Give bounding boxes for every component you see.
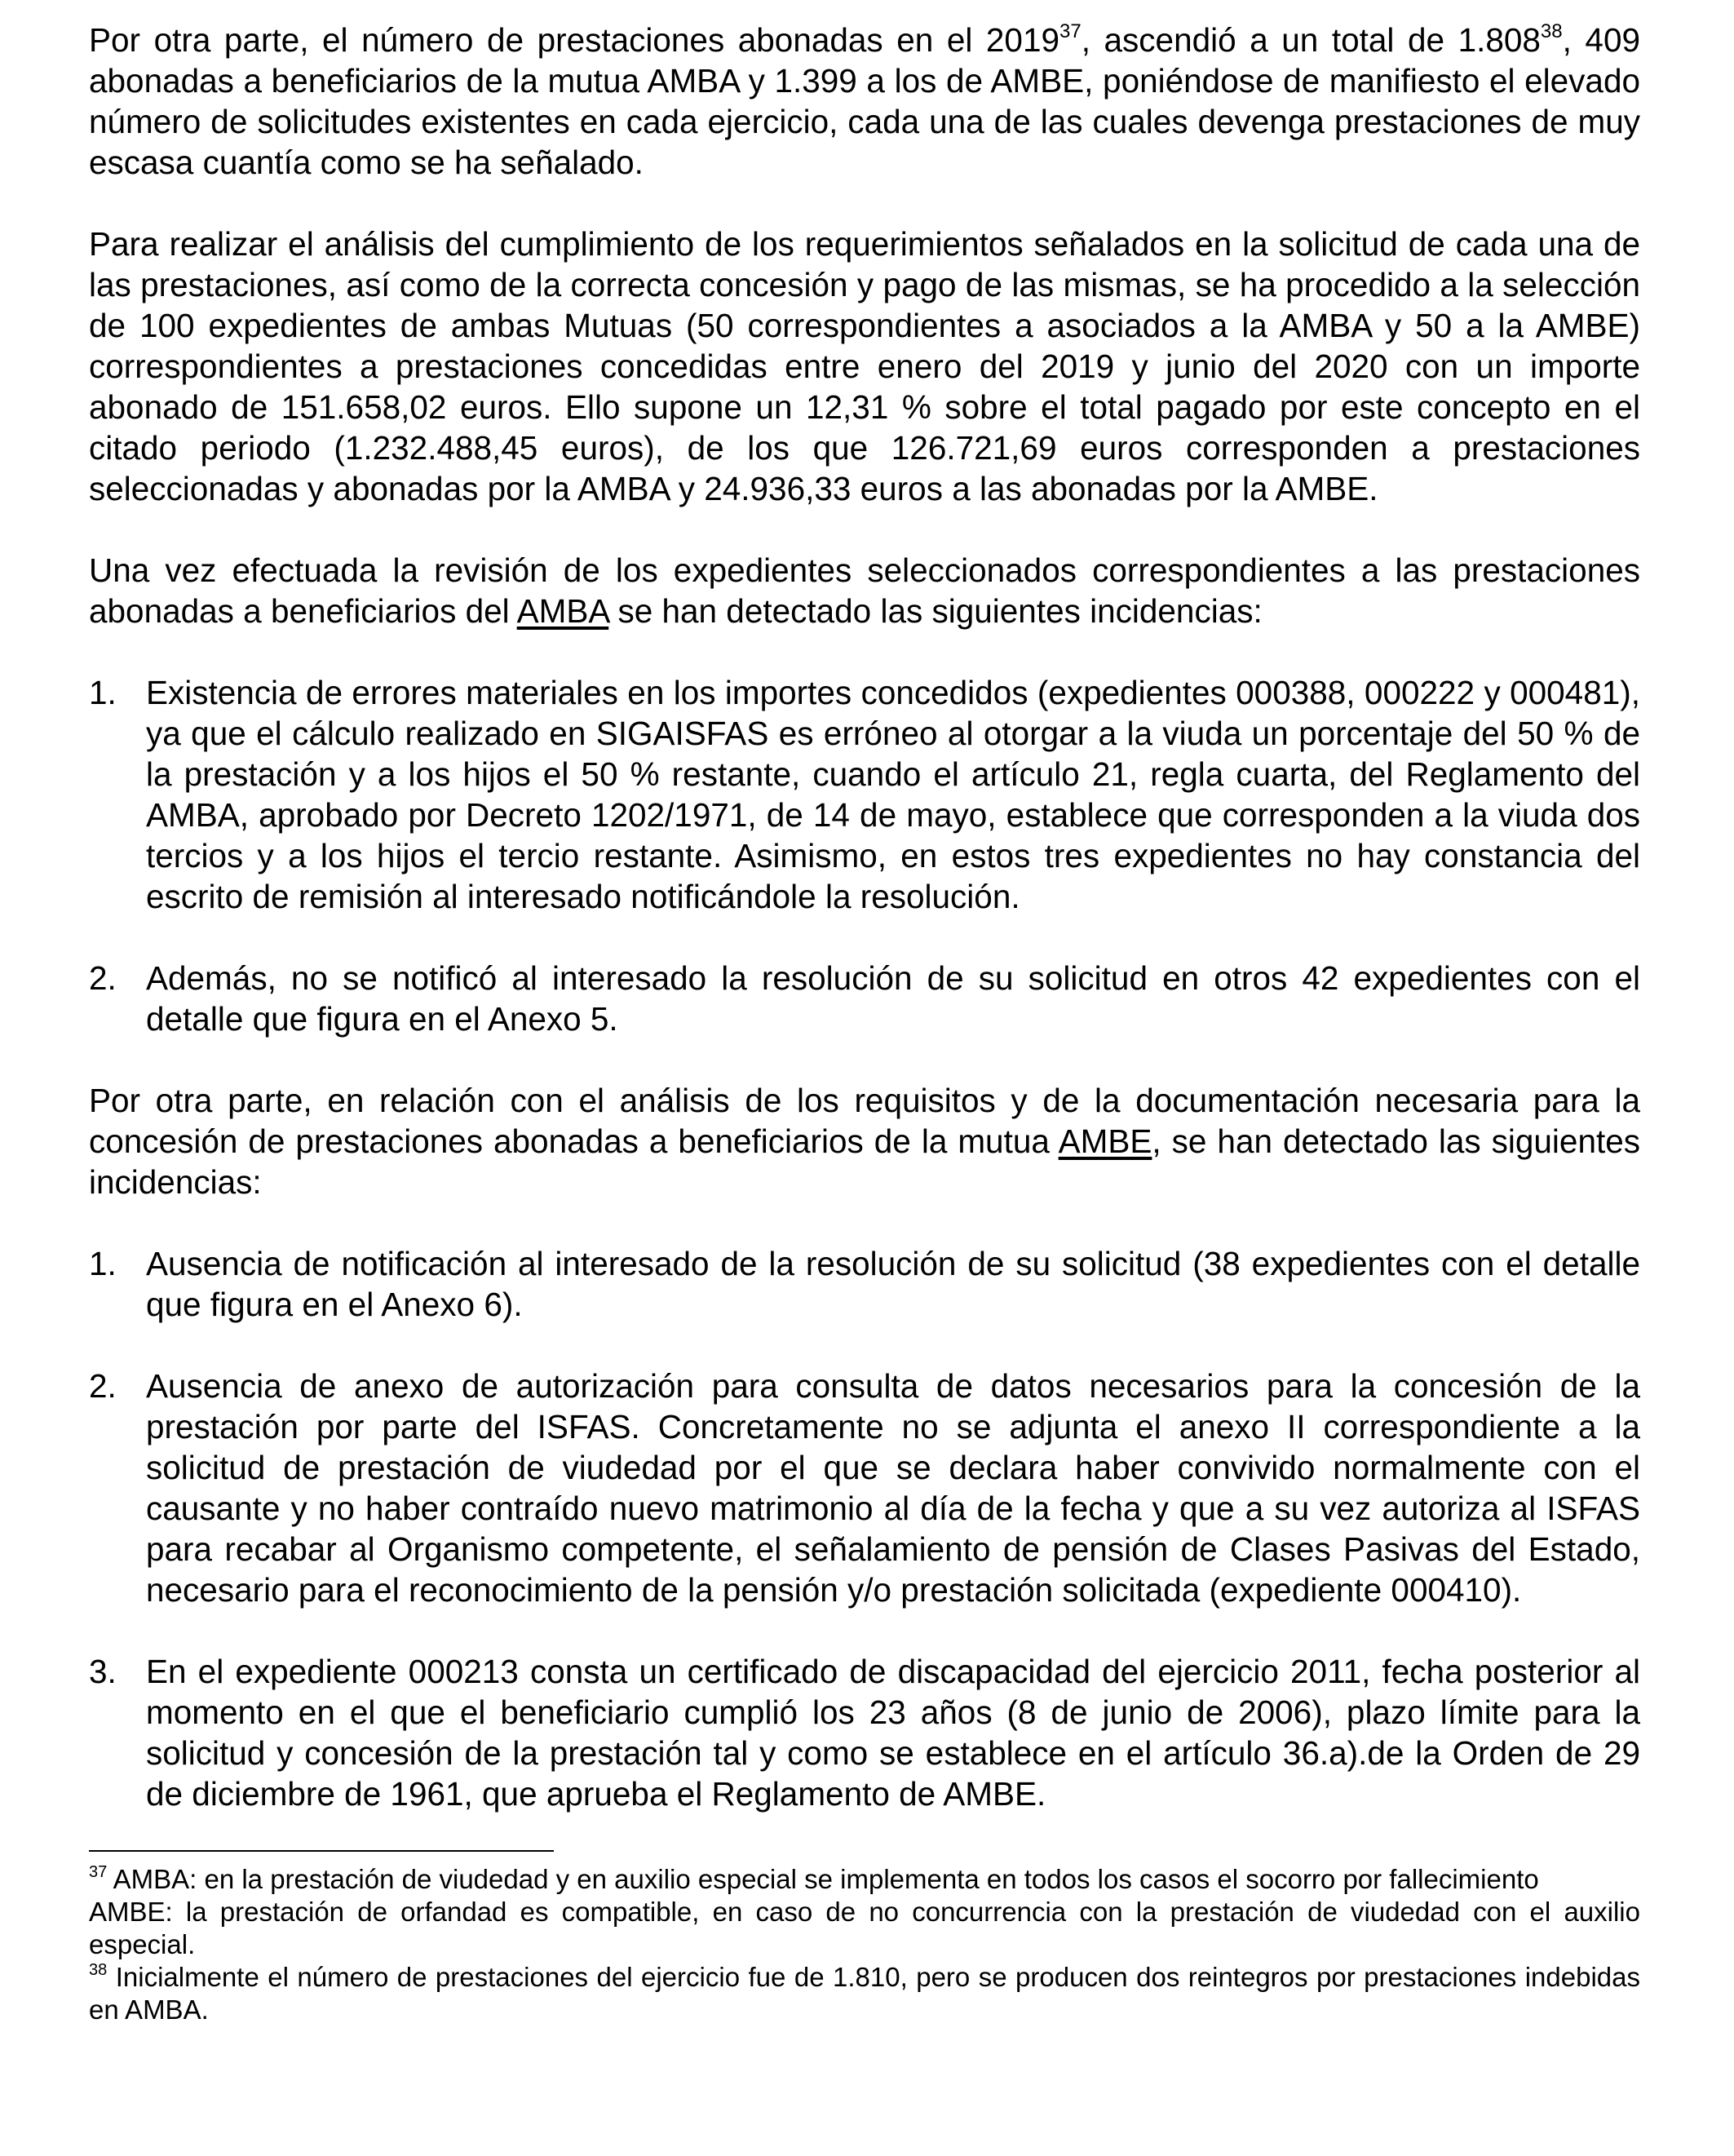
footnote-38 — [89, 1961, 1640, 2026]
list-item-number: 2. — [89, 1367, 117, 1405]
paragraph-revision-amba — [89, 550, 1640, 631]
list-item — [89, 1651, 1640, 1814]
paragraph-prestaciones-2019 — [89, 20, 1640, 183]
list-item — [89, 1366, 1640, 1610]
footnote-separator — [89, 1850, 554, 1852]
text-span: se han detectado las siguientes incidencias: — [608, 592, 1263, 630]
underlined-amba: AMBA — [516, 592, 609, 630]
list-item-text: En el expediente 000213 consta un certificado de discapacidad del ejercicio 2011, fecha posterior al momento en el que el beneficiario cumplió los 23 años (8 de junio de 2006), plazo límite para la solicitud y concesión de la prestación tal y como se establece en el artículo 36.a).de la Orden de 29 de diciembre de 1961, que aprueba el Reglamento de AMBE. — [146, 1653, 1640, 1813]
footnote-mark: 37 — [89, 1863, 108, 1881]
footnote-ref-38[interactable]: 38 — [1540, 20, 1563, 43]
footnote-ref-37[interactable]: 37 — [1059, 20, 1082, 43]
text-span: Una vez efectuada la revisión de los expedientes seleccionados correspondientes a las prestaciones abonadas a beneficiarios del — [89, 551, 1640, 630]
list-item-number: 1. — [89, 1245, 117, 1282]
list-item-text: Existencia de errores materiales en los importes concedidos (expedientes 000388, 000222 y 000481), ya que el cálculo realizado en SIGAISFAS es erróneo al otorgar a la viuda un porcentaje del 50 % de la prestación y a los hijos el 50 % restante, cuando el artículo 21, regla cuarta, del Reglamento del AMBA, aprobado por Decreto 1202/1971, de 14 de mayo, establece que corresponden a la viuda dos tercios y a los hijos el tercio restante. Asimismo, en estos tres expedientes no hay constancia del escrito de remisión al interesado notificándole la resolución. — [146, 674, 1640, 915]
list-item-text: Además, no se notificó al interesado la resolución de su solicitud en otros 42 expedientes con el detalle que figura en el Anexo 5. — [146, 959, 1640, 1038]
text-span: , ascendió a un total de 1.808 — [1081, 21, 1541, 59]
underlined-ambe: AMBE — [1058, 1122, 1152, 1160]
list-item — [89, 672, 1640, 917]
list-incidencias-ambe — [89, 1243, 1640, 1814]
list-item-number: 2. — [89, 959, 117, 997]
paragraph-seleccion-expedientes: Para realizar el análisis del cumplimiento de los requerimientos señalados en la solicitud de cada una de las prestaciones, así como de la correcta concesión y pago de las mismas, se ha procedido a la selección de 100 expedientes de ambas Mutuas (50 correspondientes a asociados a la AMBA y 50 a la AMBE) correspondientes a prestaciones concedidas entre enero del 2019 y junio del 2020 con un importe abonado de 151.658,02 euros. Ello supone un 12,31 % sobre el total pagado por este concepto en el citado periodo (1.232.488,45 euros), de los que 126.721,69 euros corresponden a prestaciones seleccionadas y abonadas por la AMBA y 24.936,33 euros a las abonadas por la AMBE. — [89, 225, 1640, 507]
footnote-text: AMBA: en la prestación de viudedad y en auxilio especial se implementa en todos los casos el socorro por fallecimiento — [113, 1864, 1539, 1894]
footnote-mark: 38 — [89, 1961, 108, 1979]
text-span: Por otra parte, el número de prestaciones abonadas en el 2019 — [89, 21, 1060, 59]
list-item-text: Ausencia de anexo de autorización para consulta de datos necesarios para la concesión de la prestación por parte del ISFAS. Concretamente no se adjunta el anexo II correspondiente a la solicitud de prestación de viudedad por el que se declara haber convivido normalmente con el causante y no haber contraído nuevo matrimonio al día de la fecha y que a su vez autoriza al ISFAS para recabar al Organismo competente, el señalamiento de pensión de Clases Pasivas del Estado, necesario para el reconocimiento de la pensión y/o prestación solicitada (expediente 000410). — [146, 1367, 1640, 1609]
text-span: , se han detectado las siguientes incidencias: — [89, 1122, 1640, 1201]
text-span: Por otra parte, en relación con el análisis de los requisitos y de la documentación necesaria para la concesión de prestaciones abonadas a beneficiarios de la mutua — [89, 1082, 1640, 1160]
list-item-text: Ausencia de notificación al interesado de la resolución de su solicitud (38 expedientes con el detalle que figura en el Anexo 6). — [146, 1245, 1640, 1323]
document-page — [89, 20, 1640, 2026]
footnote-37 — [89, 1863, 1640, 1896]
footnote-text: Inicialmente el número de prestaciones del ejercicio fue de 1.810, pero se producen dos reintegros por prestaciones indebidas en AMBA. — [89, 1962, 1640, 2025]
list-item-number: 3. — [89, 1653, 117, 1690]
footnotes — [89, 1863, 1640, 2026]
list-item-number: 1. — [89, 674, 117, 711]
list-incidencias-amba — [89, 672, 1640, 1039]
list-item — [89, 1243, 1640, 1325]
paragraph-requisitos-ambe — [89, 1080, 1640, 1202]
list-item — [89, 958, 1640, 1039]
footnote-37-continued: AMBE: la prestación de orfandad es compatible, en caso de no concurrencia con la prestación de viudedad con el auxilio especial. — [89, 1897, 1640, 1959]
text-span: , 409 abonadas a beneficiarios de la mutua AMBA y 1.399 a los de AMBE, poniéndose de manifiesto el elevado número de solicitudes existentes en cada ejercicio, cada una de las cuales devenga prestaciones de muy escasa cuantía como se ha señalado. — [89, 21, 1641, 181]
